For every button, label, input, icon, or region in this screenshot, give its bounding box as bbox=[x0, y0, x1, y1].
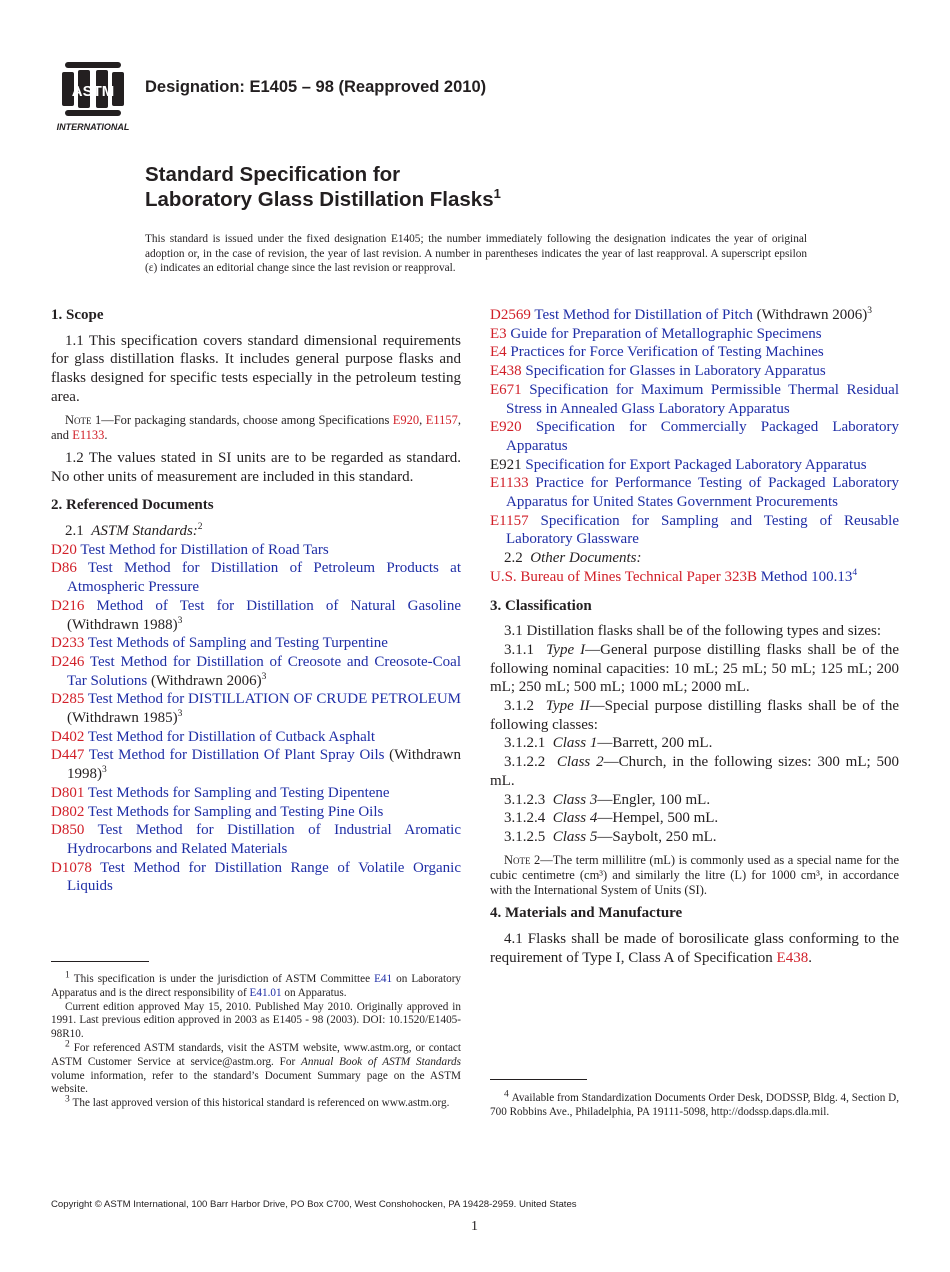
astm-standards-list-continued bbox=[490, 306, 899, 549]
paragraph-4-1: 4.1 Flasks shall be made of borosilicate glass conforming to the requirement of Type I, Class A of Specification E438. bbox=[490, 931, 899, 966]
footnote-3: $^3$ The last approved version of this historical standard is referenced on www.astm.org. bbox=[65, 1094, 450, 1110]
standard-code[interactable]: D850 bbox=[51, 822, 85, 839]
designation: Designation: E1405 – 98 (Reapproved 2010) bbox=[145, 78, 487, 96]
referenced-standard-e921[interactable] bbox=[490, 456, 899, 475]
link-e1133[interactable]: E1133 bbox=[72, 427, 105, 442]
paragraph-3-1-2-3 bbox=[490, 791, 899, 810]
referenced-standard-d86[interactable] bbox=[51, 559, 461, 596]
referenced-standard-e1133[interactable] bbox=[490, 474, 899, 511]
standard-title[interactable]: Practice for Performance Testing of Packaged Laboratory Apparatus for United States Government Procurements bbox=[506, 475, 899, 511]
footnotes-left bbox=[51, 970, 462, 1111]
page-number: 1 bbox=[471, 1219, 478, 1234]
right-column bbox=[490, 306, 899, 967]
standard-code[interactable]: D246 bbox=[51, 653, 85, 670]
standard-title[interactable]: Test Method for Distillation Range of Volatile Organic Liquids bbox=[67, 859, 461, 895]
astm-logo bbox=[51, 60, 135, 134]
referenced-standard-d802[interactable] bbox=[51, 803, 461, 822]
footnote-rule-left bbox=[51, 961, 149, 962]
standard-title[interactable]: Specification for Commercially Packaged Laboratory Apparatus bbox=[506, 419, 899, 454]
referenced-standard-e4[interactable] bbox=[490, 343, 899, 362]
standard-title[interactable]: Specification for Glasses in Laboratory Apparatus bbox=[525, 363, 826, 380]
subsection-2-2: 2.2 Other Documents: bbox=[504, 550, 642, 567]
left-column bbox=[51, 306, 461, 896]
standard-code[interactable]: D402 bbox=[51, 728, 85, 745]
clause-number: 3.1.2.4 bbox=[504, 810, 546, 827]
standard-title[interactable]: Specification for Maximum Permissible Thermal Residual Stress in Annealed Glass Laboratory Apparatus bbox=[506, 381, 899, 417]
standard-code[interactable]: D20 bbox=[51, 541, 77, 558]
standard-code[interactable]: D216 bbox=[51, 597, 85, 614]
clause-number: 3.1.2.5 bbox=[504, 828, 546, 845]
title-line-2: Laboratory Glass Distillation Flasks bbox=[145, 188, 494, 211]
standard-title[interactable]: Test Method for Distillation of Industrial Aromatic Hydrocarbons and Related Materials bbox=[67, 822, 462, 857]
class-text: —Saybolt, 250 mL. bbox=[597, 828, 717, 845]
referenced-standard-e671[interactable] bbox=[490, 381, 899, 418]
referenced-standard-d2569[interactable] bbox=[490, 306, 899, 325]
paragraph-3-1: 3.1 Distillation flasks shall be of the following types and sizes: bbox=[504, 623, 882, 640]
standard-code[interactable]: D285 bbox=[51, 691, 85, 708]
paragraph-3-1-2-4 bbox=[490, 809, 899, 828]
standard-code[interactable]: E3 bbox=[490, 325, 507, 342]
paragraph-1-2: 1.2 The values stated in SI units are to be regarded as standard. No other units of measurement are included in this standard. bbox=[51, 449, 461, 485]
clause-number: 3.1.2.1 bbox=[504, 735, 546, 752]
astm-emblem-icon bbox=[62, 62, 124, 116]
class-name: Class 1 bbox=[552, 735, 598, 752]
link-e438[interactable]: E438 bbox=[776, 949, 809, 966]
referenced-standard-d233[interactable] bbox=[51, 634, 461, 653]
referenced-standard-d850[interactable] bbox=[51, 821, 461, 858]
paragraph-3-1-2-5 bbox=[490, 828, 899, 847]
section-heading-referenced-documents: 2. Referenced Documents bbox=[51, 497, 214, 514]
standard-title[interactable]: Test Methods for Sampling and Testing Pine Oils bbox=[87, 803, 384, 820]
referenced-standard-e3[interactable] bbox=[490, 325, 899, 344]
section-heading-classification: 3. Classification bbox=[490, 597, 592, 614]
withdrawn-note: (Withdrawn 2006) bbox=[752, 307, 868, 323]
title-footnote-marker[interactable]: 1 bbox=[493, 186, 501, 202]
referenced-standard-d20[interactable] bbox=[51, 541, 461, 560]
standard-title[interactable]: Practices for Force Verification of Testing Machines bbox=[510, 344, 824, 361]
standard-title[interactable]: Test Methods of Sampling and Testing Turpentine bbox=[87, 635, 388, 652]
class-text: —Hempel, 500 mL. bbox=[597, 810, 719, 827]
standard-code[interactable]: D86 bbox=[51, 560, 77, 577]
standard-title[interactable]: Test Method for Distillation of Cutback Asphalt bbox=[87, 728, 376, 745]
withdrawn-note: (Withdrawn 1985) bbox=[67, 710, 178, 727]
class-name: Class 4 bbox=[552, 810, 598, 827]
class-list bbox=[490, 734, 899, 846]
footnote-marker[interactable]: 3 bbox=[177, 709, 183, 720]
referenced-standard-d1078[interactable] bbox=[51, 859, 461, 896]
referenced-standard-d285[interactable] bbox=[51, 690, 461, 727]
referenced-standard-d246[interactable] bbox=[51, 653, 461, 690]
footnote-2: $^2$ For referenced ASTM standards, visit the ASTM website, www.astm.org, or contact ASTM Customer Service at service@astm.org. For Annual Book of ASTM Standards volume information, refer to the standard’s Document Summary page on the ASTM website. bbox=[51, 1039, 461, 1096]
standard-code[interactable]: D447 bbox=[51, 747, 85, 764]
class-text: —Engler, 100 mL. bbox=[597, 791, 711, 808]
document-title bbox=[145, 162, 501, 212]
standard-title[interactable]: Method of Test for Distillation of Natural Gasoline bbox=[96, 597, 462, 614]
class-text: —Barrett, 200 mL. bbox=[597, 735, 713, 752]
withdrawn-note: (Withdrawn 1998) bbox=[67, 747, 462, 783]
standard-code[interactable]: E4 bbox=[490, 344, 507, 361]
link-e920[interactable]: E920 bbox=[392, 412, 420, 427]
referenced-standard-e1157[interactable] bbox=[490, 512, 899, 549]
standard-title[interactable]: Test Method for DISTILLATION OF CRUDE PETROLEUM bbox=[87, 691, 461, 708]
standard-code[interactable]: E1157 bbox=[490, 512, 529, 529]
footnote-1: $^1$ This specification is under the jurisdiction of ASTM Committee E41 on Laboratory Apparatus and is the direct responsibility of E41.01 on Apparatus. bbox=[51, 970, 462, 999]
subsection-2-1: 2.1 ASTM Standards:$^2$ bbox=[65, 522, 203, 540]
footnote-4: $^4$ Available from Standardization Documents Order Desk, DODSSP, Bldg. 4, Section D, 700 Robbins Ave., Philadelphia, PA 19111-5098, http://dodssp.daps.dla.mil. bbox=[490, 1089, 900, 1118]
standard-title[interactable]: Test Method for Distillation Of Plant Spray Oils bbox=[88, 747, 385, 764]
other-document-ref[interactable]: U.S. Bureau of Mines Technical Paper 323B Method 100.13$^4$ bbox=[490, 567, 858, 585]
footnote-marker[interactable]: 3 bbox=[102, 765, 107, 776]
standard-code[interactable]: E1133 bbox=[490, 475, 529, 492]
standard-title[interactable]: Specification for Sampling and Testing of Reusable Laboratory Glassware bbox=[506, 512, 899, 548]
standard-code[interactable]: E438 bbox=[490, 363, 522, 380]
referenced-standard-d402[interactable] bbox=[51, 728, 461, 747]
footnote-marker[interactable]: 3 bbox=[177, 615, 183, 626]
copyright-footer: Copyright © ASTM International, 100 Barr Harbor Drive, PO Box C700, West Conshohocken, PA 19428-2959. United States bbox=[51, 1199, 577, 1210]
paragraph-3-1-2: 3.1.2 Type II—Special purpose distilling flasks shall be of the following classes: bbox=[490, 698, 899, 733]
paragraph-3-1-2-1 bbox=[490, 734, 899, 753]
standard-code[interactable]: E920 bbox=[490, 419, 522, 436]
link-e41[interactable]: E41 bbox=[374, 973, 393, 985]
standard-code[interactable]: E671 bbox=[490, 381, 522, 398]
paragraph-3-1-1: 3.1.1 Type I—General purpose distilling flasks shall be of the following nominal capacities: 10 mL; 25 mL; 50 mL; 125 mL; 200 mL; 250 mL; 500 mL; 1000 mL; 2000 mL. bbox=[490, 641, 900, 696]
class-name: Class 5 bbox=[552, 828, 598, 845]
standard-code[interactable]: E921 bbox=[490, 456, 522, 473]
standard-title[interactable]: Test Method for Distillation of Road Tars bbox=[80, 541, 329, 558]
referenced-standard-e920[interactable] bbox=[490, 418, 899, 455]
referenced-standard-d447[interactable] bbox=[51, 746, 461, 783]
link-e41-01[interactable]: E41.01 bbox=[249, 986, 282, 999]
title-line-1: Standard Specification for bbox=[145, 163, 401, 186]
class-text: —Church, in the following sizes: 300 mL; 500 mL. bbox=[490, 754, 899, 789]
clause-number: 3.1.2.3 bbox=[504, 791, 546, 808]
referenced-standard-d216[interactable] bbox=[51, 597, 461, 634]
standard-code[interactable]: D1078 bbox=[51, 859, 92, 876]
standard-code[interactable]: D801 bbox=[51, 784, 85, 801]
footnote-1-edition: Current edition approved May 15, 2010. Published May 2010. Originally approved in 1991. Last previous edition approved in 2003 as E1405 - 98 (2003). DOI: 10.1520/E1405-98R10. bbox=[51, 1000, 461, 1041]
class-name: Class 2 bbox=[556, 754, 604, 771]
section-heading-materials: 4. Materials and Manufacture bbox=[490, 905, 683, 922]
clause-number: 3.1.2.2 bbox=[504, 754, 546, 771]
section-heading-scope: 1. Scope bbox=[51, 307, 104, 323]
intro-paragraph: This standard is issued under the fixed designation E1405; the number immediately following the designation indicates the year of original adoption or, in the case of revision, the year of last revision. A number in parentheses indicates the year of last reapproval. A superscript epsilon (ε) indicates an editorial change since the last revision or reapproval. bbox=[145, 233, 807, 275]
logo-subtext: INTERNATIONAL bbox=[56, 122, 130, 132]
footnote-marker[interactable]: 3 bbox=[261, 671, 267, 682]
referenced-standard-d801[interactable] bbox=[51, 784, 461, 803]
logo-text: ASTM bbox=[71, 83, 115, 100]
paragraph-1-1: 1.1 This specification covers standard dimensional requirements for glass distillation flasks. It includes general purpose flasks and flasks designed for specific tests especially in the petroleum testing area. bbox=[51, 332, 461, 405]
astm-standards-list bbox=[51, 541, 461, 896]
paragraph-3-1-2-2 bbox=[490, 753, 899, 790]
footnote-rule-right bbox=[490, 1079, 587, 1080]
standard-title[interactable]: Test Method for Distillation of Pitch bbox=[534, 307, 753, 323]
standard-code[interactable]: D802 bbox=[51, 803, 85, 820]
standard-title[interactable]: Test Method for Distillation of Creosote and Creosote-Coal Tar Solutions bbox=[67, 653, 461, 689]
standard-code[interactable]: D233 bbox=[51, 635, 85, 652]
note-2: Note 2—The term millilitre (mL) is commonly used as a special name for the cubic centimetre (cm³) and similarly the litre (L) for 1000 cm³, in accordance with the International System of Units (SI). bbox=[490, 852, 899, 898]
standard-title[interactable]: Guide for Preparation of Metallographic Specimens bbox=[510, 325, 822, 342]
withdrawn-note: (Withdrawn 2006) bbox=[147, 672, 262, 689]
standard-title[interactable]: Specification for Export Packaged Laboratory Apparatus bbox=[525, 456, 867, 473]
note-1: Note 1—For packaging standards, choose among Specifications E920, E1157, and E1133. bbox=[51, 412, 461, 442]
standard-code[interactable]: D2569 bbox=[490, 307, 531, 323]
class-name: Class 3 bbox=[552, 791, 598, 808]
referenced-standard-e438[interactable] bbox=[490, 362, 899, 381]
standard-title[interactable]: Test Method for Distillation of Petroleum Products at Atmospheric Pressure bbox=[67, 560, 461, 596]
withdrawn-note: (Withdrawn 1988) bbox=[67, 616, 178, 633]
standard-title[interactable]: Test Methods for Sampling and Testing Dipentene bbox=[87, 784, 390, 801]
footnote-marker[interactable]: 3 bbox=[867, 306, 872, 316]
link-e1157[interactable]: E1157 bbox=[425, 412, 458, 427]
